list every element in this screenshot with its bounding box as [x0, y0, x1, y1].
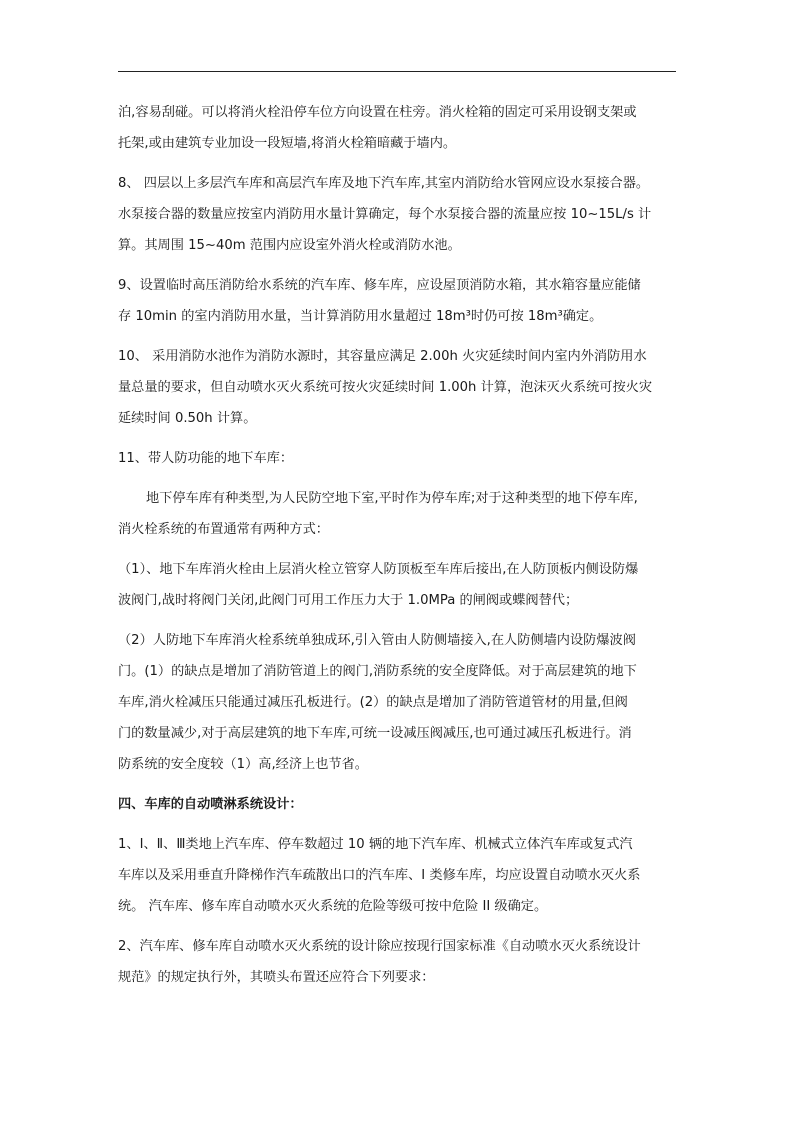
paragraph-item-10 [118, 341, 680, 434]
text-line: 9、设置临时高压消防给水系统的汽车库、修车库，应设屋顶消防水箱，其水箱容量应能储 [118, 278, 641, 293]
text-line: 量总量的要求，但自动喷水灭火系统可按火灾延续时间 1.00h 计算，泡沫灭火系统可按火灾 [118, 380, 653, 395]
text-line: 防系统的安全度较（1）高,经济上也节省。 [118, 757, 368, 772]
text-line: 水泵接合器的数量应按室内消防用水量计算确定，每个水泵接合器的流量应按 10~15L/s 计 [118, 207, 652, 222]
text-line: 算。其周围 15~40m 范围内应设室外消火栓或消防水池。 [118, 238, 461, 253]
paragraph-item-8 [118, 168, 680, 261]
text-line: 1、Ⅰ、Ⅱ、Ⅲ类地上汽车库、停车数超过 10 辆的地下汽车库、机械式立体汽车库或复式汽 [118, 837, 633, 852]
text-line: 8、 四层以上多层汽车库和高层汽车库及地下汽车库,其室内消防给水管网应设水泵接合器。 [118, 176, 650, 191]
text-line: 托架,或由建筑专业加设一段短墙,将消火栓箱暗藏于墙内。 [118, 136, 457, 151]
text-line: （1）、地下车库消火栓由上层消火栓立管穿人防顶板至车库后接出,在人防顶板内侧设防爆 [118, 562, 639, 577]
text-line: 车库,消火栓减压只能通过减压孔板进行。(2）的缺点是增加了消防管道管材的用量,但阀 [118, 695, 628, 710]
document-body [118, 97, 680, 1002]
paragraph-method-1 [118, 554, 680, 616]
text-line: 统。 汽车库、修车库自动喷水灭火系统的危险等级可按中危险 II 级确定。 [118, 899, 548, 914]
paragraph-item-11 [118, 443, 680, 474]
paragraph-method-2 [118, 625, 680, 780]
text-line: 泊,容易刮碰。可以将消火栓沿停车位方向设置在柱旁。消火栓箱的固定可采用设钢支架或 [118, 105, 637, 120]
heading-text: 四、车库的自动喷淋系统设计： [118, 797, 303, 812]
text-line: 地下停车库有种类型,为人民防空地下室,平时作为停车库;对于这种类型的地下停车库, [146, 491, 638, 506]
text-line: 消火栓系统的布置通常有两种方式： [118, 522, 329, 537]
text-line: 延续时间 0.50h 计算。 [118, 411, 257, 426]
section-heading-sprinkler [118, 789, 680, 820]
paragraph-sprinkler-1 [118, 829, 680, 922]
text-line: 波阀门,战时将阀门关闭,此阀门可用工作压力大于 1.0MPa 的闸阀或蝶阀替代； [118, 593, 579, 608]
paragraph-hydrant-placement [118, 97, 680, 159]
text-line: 门的数量减少,对于高层建筑的地下车库,可统一设减压阀减压,也可通过减压孔板进行。消 [118, 726, 632, 741]
header-rule [118, 71, 676, 72]
text-line: （2）人防地下车库消火栓系统单独成环,引入管由人防侧墙接入,在人防侧墙内设防爆波阀 [118, 633, 636, 648]
text-line: 10、 采用消防水池作为消防水源时，其容量应满足 2.00h 火灾延续时间内室内外消防用水 [118, 349, 647, 364]
paragraph-civil-defense-intro [118, 483, 680, 545]
text-line: 2、汽车库、修车库自动喷水灭火系统的设计除应按现行国家标准《自动喷水灭火系统设计 [118, 939, 641, 954]
text-line: 门。(1）的缺点是增加了消防管道上的阀门,消防系统的安全度降低。对于高层建筑的地下 [118, 664, 637, 679]
text-line: 11、带人防功能的地下车库： [118, 451, 294, 466]
paragraph-item-9 [118, 270, 680, 332]
paragraph-sprinkler-2 [118, 931, 680, 993]
text-line: 车库以及采用垂直升降梯作汽车疏散出口的汽车库、I 类修车库，均应设置自动喷水灭火系 [118, 868, 641, 883]
text-line: 存 10min 的室内消防用水量，当计算消防用水量超过 18m³时仍可按 18m³确定。 [118, 309, 603, 324]
text-line: 规范》的规定执行外，其喷头布置还应符合下列要求： [118, 970, 435, 985]
